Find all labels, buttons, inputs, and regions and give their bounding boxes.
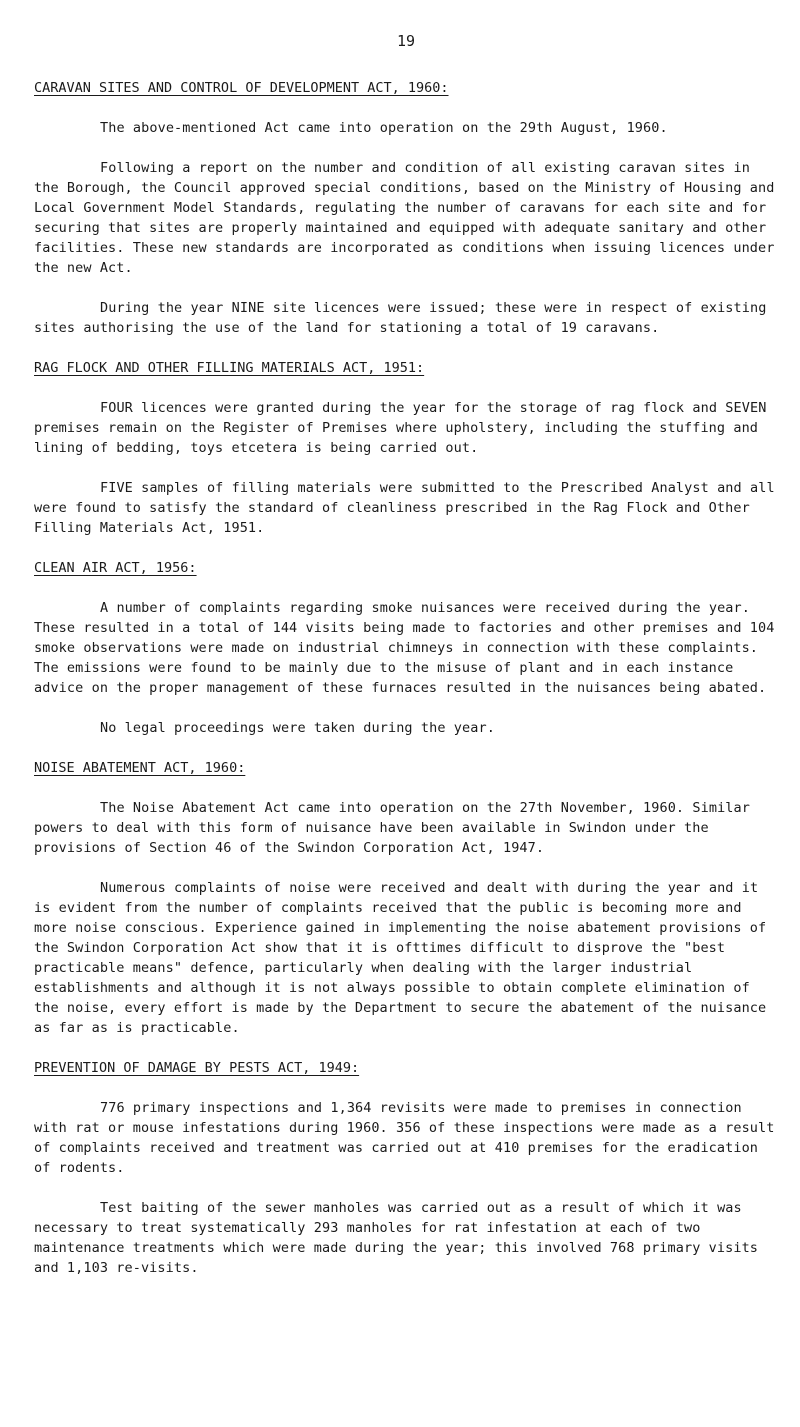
section-rag-flock <box>34 358 778 538</box>
section-pests <box>34 1058 778 1278</box>
paragraph: The above-mentioned Act came into operation on the 29th August, 1960. <box>100 120 668 136</box>
paragraph: Following a report on the number and condition of all existing caravan sites in the Borough, the Council approved special conditions, based on the Ministry of Housing and Local Government Model Standards, regulating the number of caravans for each site and for securing that sites are properly maintained and equipped with adequate sanitary and other facilities. These new standards are incorporated as conditions when issuing licences under the new Act. <box>34 160 775 276</box>
paragraph: FIVE samples of filling materials were submitted to the Prescribed Analyst and all were found to satisfy the standard of cleanliness prescribed in the Rag Flock and Other Filling Materials Act, 1951. <box>34 480 775 536</box>
paragraph: During the year NINE site licences were issued; these were in respect of existing sites authorising the use of the land for stationing a total of 19 caravans. <box>34 300 767 336</box>
paragraph: FOUR licences were granted during the year for the storage of rag flock and SEVEN premises remain on the Register of Premises where upholstery, including the stuffing and lining of bedding, toys etcetera is being carried out. <box>34 400 767 456</box>
page-number: 19 <box>396 32 416 50</box>
section-heading: RAG FLOCK AND OTHER FILLING MATERIALS ACT, 1951: <box>34 360 425 376</box>
paragraph: 776 primary inspections and 1,364 revisits were made to premises in connection with rat or mouse infestations during 1960. 356 of these inspections were made as a result of complaints received and treatment was carried out at 410 premises for the eradication of rodents. <box>34 1100 775 1176</box>
paragraph: Numerous complaints of noise were received and dealt with during the year and it is evident from the number of complaints received that the public is becoming more and more noise conscious. Experience gained in implementing the noise abatement provisions of the Swindon Corporation Act show that it is ofttimes difficult to disprove the "best practicable means" defence, particularly when dealing with the larger industrial establishments and although it is not always possible to obtain complete elimination of the noise, every effort is made by the Department to secure the abatement of the nuisance as far as is practicable. <box>34 880 767 1036</box>
paragraph: No legal proceedings were taken during the year. <box>100 720 495 736</box>
section-heading: CARAVAN SITES AND CONTROL OF DEVELOPMENT ACT, 1960: <box>34 80 449 96</box>
section-caravan-sites <box>34 78 778 338</box>
paragraph: Test baiting of the sewer manholes was carried out as a result of which it was necessary to treat systematically 293 manholes for rat infestation at each of two maintenance treatments which were made during the year; this involved 768 primary visits and 1,103 re-visits. <box>34 1200 759 1276</box>
paragraph: A number of complaints regarding smoke nuisances were received during the year. These resulted in a total of 144 visits being made to factories and other premises and 104 smoke observations were made on industrial chimneys in connection with these complaints. The emissions were found to be mainly due to the misuse of plant and in each instance advice on the proper management of these furnaces resulted in the nuisances being abated. <box>34 600 775 696</box>
section-heading: CLEAN AIR ACT, 1956: <box>34 560 197 576</box>
section-clean-air <box>34 558 778 738</box>
section-heading: PREVENTION OF DAMAGE BY PESTS ACT, 1949: <box>34 1060 360 1076</box>
section-heading: NOISE ABATEMENT ACT, 1960: <box>34 760 246 776</box>
section-noise-abatement <box>34 758 778 1038</box>
paragraph: The Noise Abatement Act came into operation on the 27th November, 1960. Similar powers to deal with this form of nuisance have been available in Swindon under the provisions of Section 46 of the Swindon Corporation Act, 1947. <box>34 800 750 856</box>
